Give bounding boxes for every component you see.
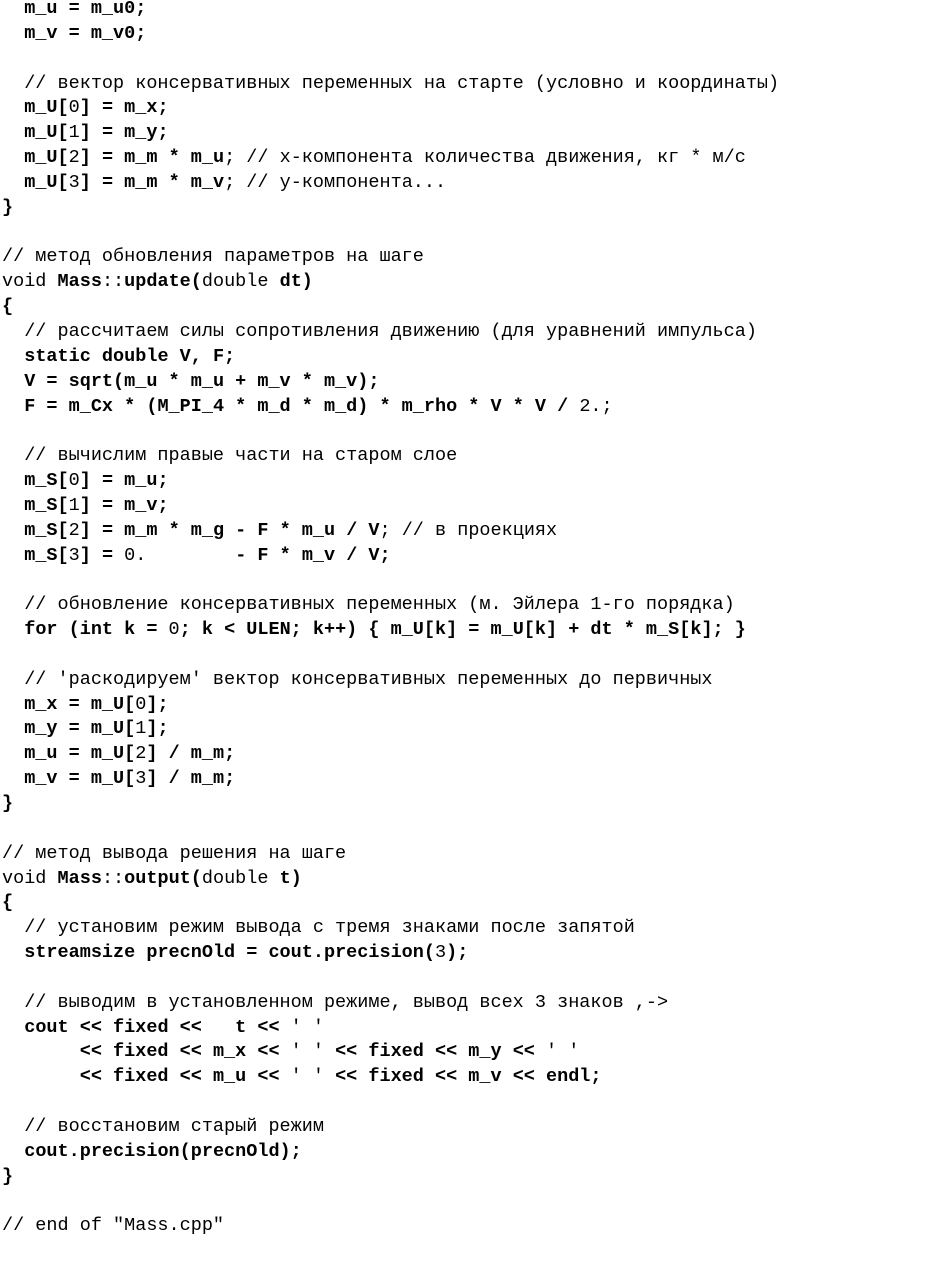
- code-token-bold: streamsize precnOld = cout.precision(: [24, 942, 435, 964]
- code-token-bold: << fixed << m_y <<: [323, 1041, 547, 1063]
- code-token: void: [2, 867, 58, 889]
- code-token-bold: ] =: [79, 544, 125, 566]
- code-token-bold: F = m_Cx * (M_PI_4 * m_d * m_d) * m_rho * V * V /: [24, 395, 580, 417]
- code-token-bold: Mass: [57, 271, 102, 293]
- code-token-bold: m_U[: [24, 171, 69, 193]
- code-token-bold: m_S[: [24, 470, 69, 492]
- code-line: [2, 891, 779, 916]
- code-token: 3: [68, 544, 80, 566]
- code-line: [2, 395, 779, 420]
- code-line: [2, 519, 779, 544]
- code-token: [2, 371, 24, 392]
- code-token: [2, 470, 24, 491]
- code-token: // восстановим старый режим: [2, 1115, 324, 1137]
- code-token: [2, 694, 24, 715]
- code-token: 0.: [124, 544, 147, 566]
- code-token-bold: ] / m_m;: [146, 743, 236, 765]
- code-token: // вектор консервативных переменных на старте (условно и координаты): [2, 72, 780, 94]
- code-token-bold: m_S[: [24, 494, 69, 516]
- code-token-bold: ];: [146, 693, 169, 715]
- code-token-bold: m_S[: [24, 544, 69, 566]
- code-token: ' ': [290, 1066, 324, 1088]
- code-token: [2, 147, 24, 168]
- code-token-bold: }: [2, 793, 14, 814]
- code-token-bold: static double V, F;: [24, 345, 236, 367]
- code-token-bold: m_x = m_U[: [24, 693, 136, 715]
- code-token: [2, 23, 24, 44]
- code-token: 0: [68, 97, 80, 119]
- code-token-bold: m_y = m_U[: [24, 718, 136, 740]
- code-line: [2, 544, 779, 569]
- code-token-bold: {: [2, 892, 14, 914]
- code-token: [2, 768, 24, 789]
- code-line: [2, 1214, 779, 1239]
- code-token-bold: ] = m_m * m_g - F * m_u / V: [79, 519, 380, 541]
- code-token-bold: ] = m_y;: [79, 122, 169, 144]
- code-line: [2, 717, 779, 742]
- code-line: [2, 842, 779, 867]
- code-token: void: [2, 271, 58, 293]
- code-token: 3: [135, 768, 147, 790]
- code-line: [2, 1040, 779, 1065]
- code-line: [2, 742, 779, 767]
- code-line: [2, 867, 779, 892]
- code-token: 2: [68, 147, 80, 169]
- code-token: 2: [68, 519, 80, 541]
- code-token-bold: ] = m_m * m_v: [79, 171, 225, 193]
- code-line: [2, 668, 779, 693]
- code-token-bold: );: [446, 942, 469, 964]
- code-token: // метод вывода решения на шаге: [2, 842, 347, 864]
- code-token: 3: [435, 942, 447, 964]
- code-line: [2, 792, 779, 817]
- code-line: [2, 1165, 779, 1190]
- code-token: [2, 718, 24, 739]
- code-line: [2, 345, 779, 370]
- code-token: // метод обновления параметров на шаге: [2, 246, 424, 268]
- code-token-bold: ; k < ULEN; k++) { m_U[k] = m_U[k] + dt * m_S[k]; }: [179, 619, 746, 641]
- code-token: 2: [135, 743, 147, 765]
- code-token: ::: [101, 867, 125, 889]
- blank-line: [2, 1090, 779, 1115]
- code-line: [2, 121, 779, 146]
- code-token: ::: [101, 271, 125, 293]
- code-token: 0: [168, 619, 180, 641]
- blank-line: [2, 966, 779, 991]
- code-line: [2, 96, 779, 121]
- code-listing: [2, 0, 779, 1239]
- code-token-bold: m_u = m_U[: [24, 743, 136, 765]
- code-token: double: [201, 271, 280, 293]
- code-token: [2, 0, 24, 19]
- code-token: // установим режим вывода с тремя знаками после запятой: [2, 917, 635, 939]
- code-token-bold: ] = m_m * m_u: [79, 147, 225, 169]
- code-token-bold: - F * m_v / V;: [146, 544, 391, 566]
- code-token-bold: Mass: [57, 867, 102, 889]
- code-token: // 'раскодируем' вектор консервативных переменных до первичных: [2, 668, 713, 690]
- code-token-bold: m_v = m_U[: [24, 768, 136, 790]
- code-token-bold: t): [279, 867, 302, 889]
- code-token-bold: m_U[: [24, 122, 69, 144]
- code-token-bold: ] = m_u;: [79, 470, 169, 492]
- code-token: [2, 495, 24, 516]
- code-token-bold: ] = m_x;: [79, 97, 169, 119]
- code-line: [2, 941, 779, 966]
- code-line: [2, 0, 779, 22]
- code-token-bold: ] / m_m;: [146, 768, 236, 790]
- code-token-bold: }: [2, 196, 14, 218]
- code-token: ' ': [546, 1041, 580, 1063]
- code-line: [2, 171, 779, 196]
- code-line: [2, 295, 779, 320]
- code-line: [2, 72, 779, 97]
- code-token: 1: [135, 718, 147, 740]
- blank-line: [2, 643, 779, 668]
- code-token-bold: {: [2, 296, 14, 318]
- code-token: [2, 172, 24, 193]
- code-token: [2, 1041, 80, 1062]
- code-token: [2, 396, 24, 417]
- code-token: [2, 122, 24, 143]
- code-line: [2, 146, 779, 171]
- blank-line: [2, 817, 779, 842]
- code-token: 3: [68, 171, 80, 193]
- code-token: ; // x-компонента количества движения, кг * м/с: [224, 147, 746, 169]
- code-line: [2, 693, 779, 718]
- code-token-bold: << fixed << m_v << endl;: [323, 1066, 602, 1088]
- code-line: [2, 22, 779, 47]
- code-token: ; // y-компонента...: [224, 171, 447, 193]
- code-token-bold: ] = m_v;: [79, 494, 169, 516]
- code-line: [2, 245, 779, 270]
- code-token-bold: m_v = m_v0;: [24, 22, 147, 44]
- code-token-bold: ];: [146, 718, 169, 740]
- code-line: [2, 1140, 779, 1165]
- code-line: [2, 1065, 779, 1090]
- code-token: 0: [135, 693, 147, 715]
- code-token-bold: cout << fixed << t <<: [24, 1016, 291, 1038]
- code-token: 2.;: [579, 395, 613, 417]
- code-token-bold: m_u = m_u0;: [24, 0, 147, 19]
- code-token: [2, 942, 24, 963]
- code-token: [2, 545, 24, 566]
- code-line: [2, 1115, 779, 1140]
- code-token: 0: [68, 470, 80, 492]
- code-line: [2, 320, 779, 345]
- code-line: [2, 270, 779, 295]
- code-token: [2, 520, 24, 541]
- code-token: [2, 619, 24, 640]
- code-token: // обновление консервативных переменных (м. Эйлера 1-го порядка): [2, 594, 735, 616]
- code-token: [2, 1017, 24, 1038]
- code-token: // рассчитаем силы сопротивления движению (для уравнений импульса): [2, 320, 757, 342]
- code-token-bold: output(: [124, 867, 202, 889]
- blank-line: [2, 1190, 779, 1215]
- code-token-bold: << fixed << m_x <<: [79, 1041, 291, 1063]
- code-token-bold: m_S[: [24, 519, 69, 541]
- code-line: [2, 593, 779, 618]
- code-token-bold: dt): [279, 271, 313, 293]
- code-line: [2, 196, 779, 221]
- code-token: // вычислим правые части на старом слое: [2, 445, 458, 467]
- code-token: ' ': [290, 1041, 324, 1063]
- code-line: [2, 767, 779, 792]
- code-token: [2, 1066, 80, 1087]
- code-line: [2, 469, 779, 494]
- code-token: ; // в проекциях: [379, 519, 558, 541]
- code-line: [2, 991, 779, 1016]
- code-token-bold: for (int k =: [24, 619, 169, 641]
- code-token-bold: }: [2, 1165, 14, 1187]
- code-line: [2, 1016, 779, 1041]
- code-line: [2, 370, 779, 395]
- code-token-bold: m_U[: [24, 97, 69, 119]
- code-token-bold: << fixed << m_u <<: [79, 1066, 291, 1088]
- code-token: 1: [68, 122, 80, 144]
- code-token: [2, 1141, 24, 1162]
- code-line: [2, 916, 779, 941]
- code-line: [2, 618, 779, 643]
- code-line: [2, 494, 779, 519]
- blank-line: [2, 47, 779, 72]
- blank-line: [2, 568, 779, 593]
- code-token: double: [201, 867, 280, 889]
- code-token: ' ': [290, 1016, 324, 1038]
- code-token: [2, 97, 24, 118]
- code-line: [2, 444, 779, 469]
- code-token-bold: update(: [124, 271, 202, 293]
- blank-line: [2, 221, 779, 246]
- blank-line: [2, 419, 779, 444]
- code-token-bold: V = sqrt(m_u * m_u + m_v * m_v);: [24, 370, 380, 392]
- code-token: // end of "Mass.cpp": [2, 1215, 225, 1237]
- code-token: 1: [68, 494, 80, 516]
- code-token-bold: cout.precision(precnOld);: [24, 1140, 302, 1162]
- code-token: // выводим в установленном режиме, вывод всех 3 знаков ,->: [2, 991, 669, 1013]
- code-token: [2, 743, 24, 764]
- code-token: [2, 346, 24, 367]
- code-token-bold: m_U[: [24, 147, 69, 169]
